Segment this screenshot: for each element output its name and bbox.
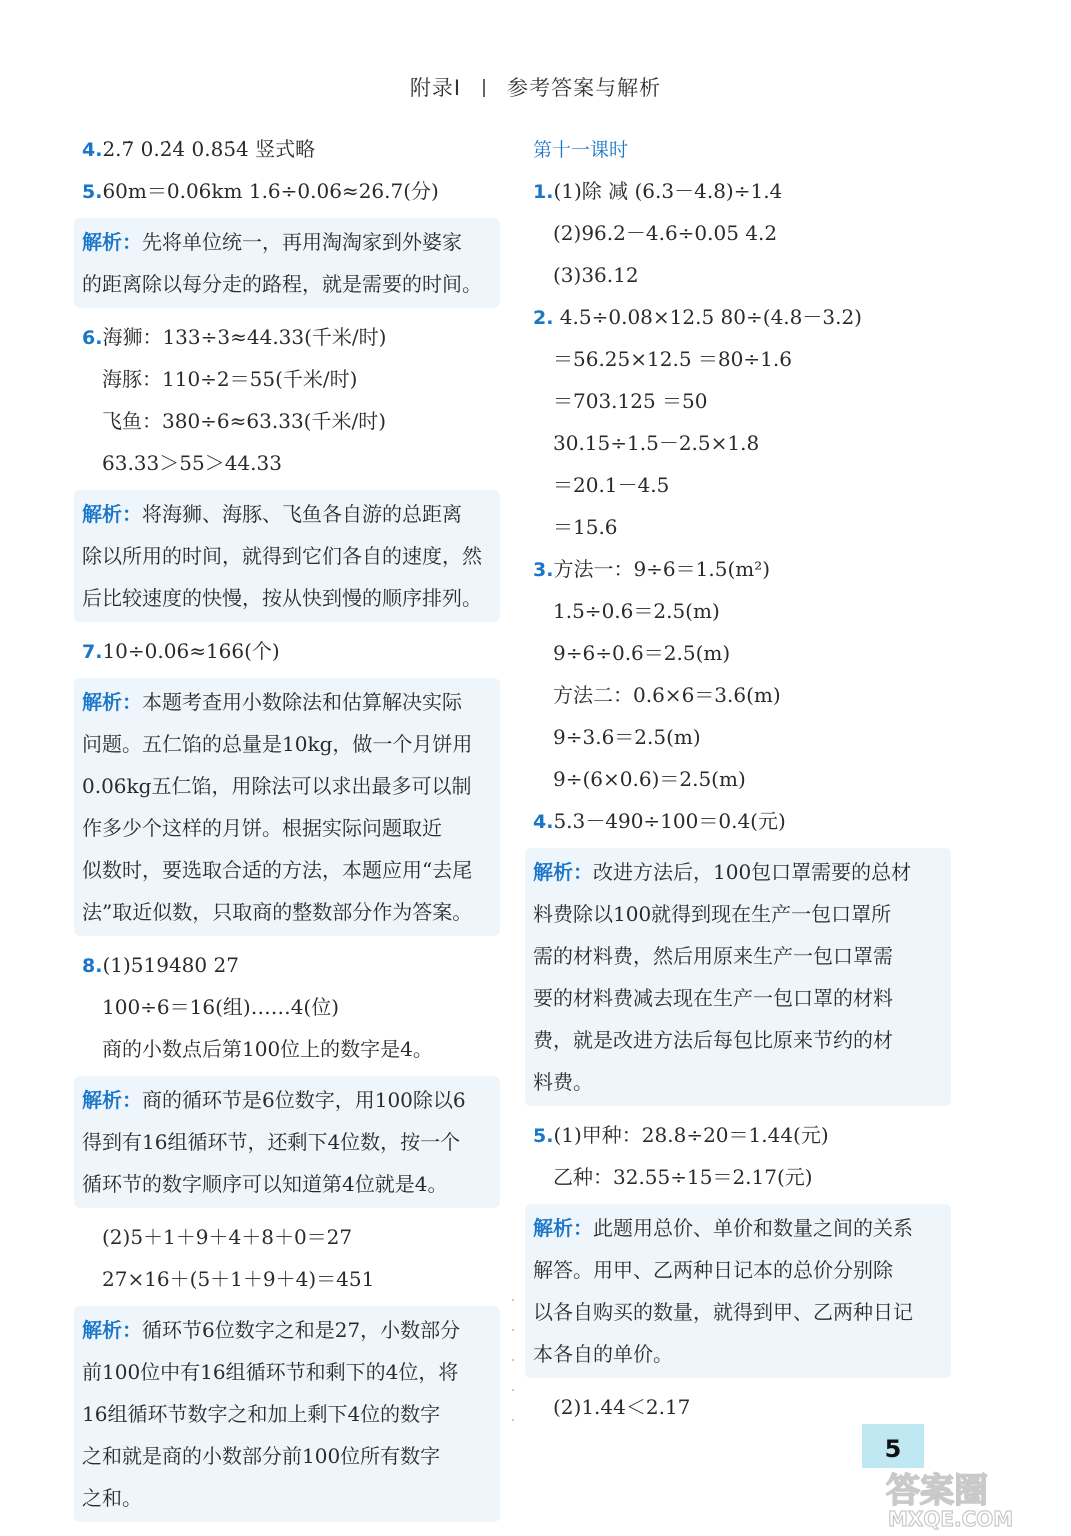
answer-item	[533, 548, 943, 590]
answer-line	[533, 632, 943, 674]
question-number: 4.	[533, 811, 554, 833]
answer-line	[533, 674, 943, 716]
analysis-line	[82, 493, 492, 535]
analysis-line	[82, 765, 492, 807]
answer-text: 方法一：9÷6＝1.5(m²)	[553, 557, 771, 581]
answer-text: (2)96.2－4.6÷0.05 4.2	[553, 221, 778, 245]
answer-text: 方法二：0.6×6＝3.6(m)	[553, 683, 781, 707]
answer-line	[82, 1258, 492, 1300]
analysis-line	[82, 1163, 492, 1205]
answer-line	[82, 358, 492, 400]
answer-text: 海狮：133÷3≈44.33(千米/时)	[102, 325, 387, 349]
page-header	[0, 72, 1071, 102]
page-number: 5	[862, 1424, 924, 1468]
answer-text: (2)1.44＜2.17	[553, 1395, 691, 1419]
analysis-text: 的距离除以每分走的路程，就是需要的时间。	[82, 272, 482, 296]
analysis-text: 之和。	[82, 1486, 142, 1510]
answer-line	[82, 1028, 492, 1070]
section-title	[533, 128, 943, 170]
analysis-line	[82, 535, 492, 577]
question-number: 8.	[82, 955, 103, 977]
analysis-line	[82, 221, 492, 263]
analysis-text: 改进方法后，100包口罩需要的总材	[593, 860, 912, 884]
analysis-text: 0.06kg五仁馅，用除法可以求出最多可以制	[82, 774, 472, 798]
question-number: 1.	[533, 181, 554, 203]
answer-line	[82, 1216, 492, 1258]
analysis-line	[82, 1351, 492, 1393]
analysis-text: 之和就是商的小数部分前100位所有数字	[82, 1444, 441, 1468]
analysis-line	[82, 891, 492, 933]
answer-text: 10÷0.06≈166(个)	[102, 639, 280, 663]
answer-item	[82, 128, 492, 170]
watermark-logo-bottom: MXQE.COM	[888, 1507, 1014, 1530]
analysis-line	[533, 1333, 943, 1375]
analysis-text: 商的循环节是6位数字，用100除以6	[142, 1088, 466, 1112]
analysis-text: 前100位中有16组循环节和剩下的4位，将	[82, 1360, 459, 1384]
answer-line	[533, 464, 943, 506]
answer-line	[533, 1156, 943, 1198]
analysis-line	[82, 849, 492, 891]
analysis-block	[525, 848, 951, 1106]
analysis-line	[82, 1079, 492, 1121]
answer-text: 27×16＋(5＋1＋9＋4)＝451	[102, 1267, 375, 1291]
answer-line	[82, 442, 492, 484]
analysis-block	[74, 218, 500, 308]
watermark-logo-top: 答案圈	[886, 1471, 988, 1511]
answer-text: 100÷6＝16(组)……4(位)	[102, 995, 340, 1019]
answer-text: ＝20.1－4.5	[553, 473, 670, 497]
analysis-text: 作多少个这样的月饼。根据实际问题取近	[82, 816, 442, 840]
analysis-text: 问题。五仁馅的总量是10kg，做一个月饼用	[82, 732, 473, 756]
answer-line	[533, 1386, 943, 1428]
answer-text: 海豚：110÷2＝55(千米/时)	[102, 367, 358, 391]
answer-item	[533, 1114, 943, 1156]
analysis-text: 解答。用甲、乙两种日记本的总价分别除	[533, 1258, 893, 1282]
question-number: 5.	[533, 1125, 554, 1147]
answer-text: ＝56.25×12.5 ＝80÷1.6	[553, 347, 792, 371]
analysis-label: 解析：	[82, 1088, 142, 1112]
analysis-line	[82, 681, 492, 723]
fold-marks	[510, 1290, 516, 1430]
answer-text: (3)36.12	[553, 263, 639, 287]
answer-text: 9÷(6×0.6)＝2.5(m)	[553, 767, 746, 791]
answer-line	[533, 380, 943, 422]
answer-line	[533, 212, 943, 254]
analysis-line	[82, 807, 492, 849]
analysis-text: 将海狮、海豚、飞鱼各自游的总距离	[142, 502, 462, 526]
answer-text: 63.33＞55＞44.33	[102, 451, 282, 475]
left-column	[82, 128, 492, 1530]
header-title: 参考答案与解析	[507, 76, 662, 100]
analysis-line	[82, 1477, 492, 1519]
answer-item	[533, 800, 943, 842]
header-appendix: 附录Ⅰ	[409, 76, 462, 100]
analysis-block	[74, 1306, 500, 1522]
watermark-logo	[878, 1466, 1058, 1530]
analysis-text: 费，就是改进方法后每包比原来节约的材	[533, 1028, 893, 1052]
analysis-text: 除以所用的时间，就得到它们各自的速度，然	[82, 544, 482, 568]
right-column	[533, 128, 943, 1428]
analysis-line	[533, 1207, 943, 1249]
answer-text: 飞鱼：380÷6≈63.33(千米/时)	[102, 409, 387, 433]
answer-text: 60m＝0.06km 1.6÷0.06≈26.7(分)	[102, 179, 439, 203]
answer-text: (1)甲种：28.8÷20＝1.44(元)	[553, 1123, 829, 1147]
answer-text: 乙种：32.55÷15＝2.17(元)	[553, 1165, 813, 1189]
question-number: 6.	[82, 327, 103, 349]
analysis-label: 解析：	[82, 690, 142, 714]
answer-text: 30.15÷1.5－2.5×1.8	[553, 431, 760, 455]
section-title-text: 第十一课时	[533, 139, 629, 161]
analysis-line	[533, 851, 943, 893]
analysis-text: 法”取近似数，只取商的整数部分作为答案。	[82, 900, 473, 924]
analysis-line	[533, 977, 943, 1019]
question-number: 5.	[82, 181, 103, 203]
analysis-block	[74, 490, 500, 622]
answer-text: 5.3－490÷100＝0.4(元)	[553, 809, 786, 833]
answer-text: 9÷3.6＝2.5(m)	[553, 725, 701, 749]
analysis-text: 料费除以100就得到现在生产一包口罩所	[533, 902, 892, 926]
analysis-text: 本题考查用小数除法和估算解决实际	[142, 690, 462, 714]
answer-text: 商的小数点后第100位上的数字是4。	[102, 1037, 433, 1061]
answer-line	[82, 986, 492, 1028]
answer-text: ＝15.6	[553, 515, 618, 539]
analysis-label: 解析：	[82, 502, 142, 526]
analysis-label: 解析：	[533, 860, 593, 884]
analysis-line	[82, 1435, 492, 1477]
answer-line	[82, 400, 492, 442]
analysis-line	[82, 1121, 492, 1163]
answer-item	[82, 316, 492, 358]
answer-item	[82, 944, 492, 986]
answer-line	[533, 422, 943, 464]
analysis-line	[82, 263, 492, 305]
analysis-text: 似数时，要选取合适的方法，本题应用“去尾	[82, 858, 473, 882]
question-number: 4.	[82, 139, 103, 161]
answer-item	[82, 170, 492, 212]
answer-text: ＝703.125 ＝50	[553, 389, 708, 413]
answer-text: (2)5＋1＋9＋4＋8＋0＝27	[102, 1225, 353, 1249]
analysis-text: 后比较速度的快慢，按从快到慢的顺序排列。	[82, 586, 482, 610]
analysis-text: 得到有16组循环节，还剩下4位数，按一个	[82, 1130, 461, 1154]
answer-item	[82, 630, 492, 672]
analysis-line	[533, 1291, 943, 1333]
answer-text: 9÷6÷0.6＝2.5(m)	[553, 641, 731, 665]
analysis-text: 循环节6位数字之和是27，小数部分	[142, 1318, 461, 1342]
analysis-label: 解析：	[82, 1318, 142, 1342]
answer-line	[533, 506, 943, 548]
analysis-block	[74, 678, 500, 936]
question-number: 2.	[533, 307, 554, 329]
analysis-text: 循环节的数字顺序可以知道第4位就是4。	[82, 1172, 448, 1196]
answer-text: (1)除 减 (6.3－4.8)÷1.4	[553, 179, 783, 203]
analysis-line	[533, 893, 943, 935]
analysis-text: 本各自的单价。	[533, 1342, 673, 1366]
answer-item	[533, 296, 943, 338]
analysis-text: 此题用总价、单价和数量之间的关系	[593, 1216, 913, 1240]
analysis-text: 16组循环节数字之和加上剩下4位的数字	[82, 1402, 441, 1426]
answer-text: 4.5÷0.08×12.5 80÷(4.8－3.2)	[553, 305, 862, 329]
analysis-line	[82, 723, 492, 765]
question-number: 3.	[533, 559, 554, 581]
answer-line	[533, 758, 943, 800]
analysis-line	[82, 577, 492, 619]
answer-line	[533, 716, 943, 758]
analysis-block	[74, 1076, 500, 1208]
analysis-label: 解析：	[82, 230, 142, 254]
answer-text: (1)519480 27	[102, 953, 239, 977]
question-number: 7.	[82, 641, 103, 663]
analysis-line	[533, 935, 943, 977]
answer-line	[533, 254, 943, 296]
analysis-line	[533, 1019, 943, 1061]
header-divider	[483, 79, 485, 97]
analysis-text: 要的材料费减去现在生产一包口罩的材料	[533, 986, 893, 1010]
analysis-text: 需的材料费，然后用原来生产一包口罩需	[533, 944, 893, 968]
analysis-label: 解析：	[533, 1216, 593, 1240]
analysis-text: 以各自购买的数量，就得到甲、乙两种日记	[533, 1300, 913, 1324]
answer-line	[533, 338, 943, 380]
answer-text: 2.7̇ 0.2̇4̇ 0.85̇4̇ 竖式略	[102, 137, 316, 161]
answer-item	[533, 170, 943, 212]
answer-line	[533, 590, 943, 632]
analysis-line	[82, 1309, 492, 1351]
analysis-line	[533, 1061, 943, 1103]
analysis-block	[525, 1204, 951, 1378]
answer-text: 1.5÷0.6＝2.5(m)	[553, 599, 720, 623]
analysis-line	[533, 1249, 943, 1291]
analysis-text: 料费。	[533, 1070, 593, 1094]
analysis-line	[82, 1393, 492, 1435]
analysis-text: 先将单位统一，再用淘淘家到外婆家	[142, 230, 462, 254]
